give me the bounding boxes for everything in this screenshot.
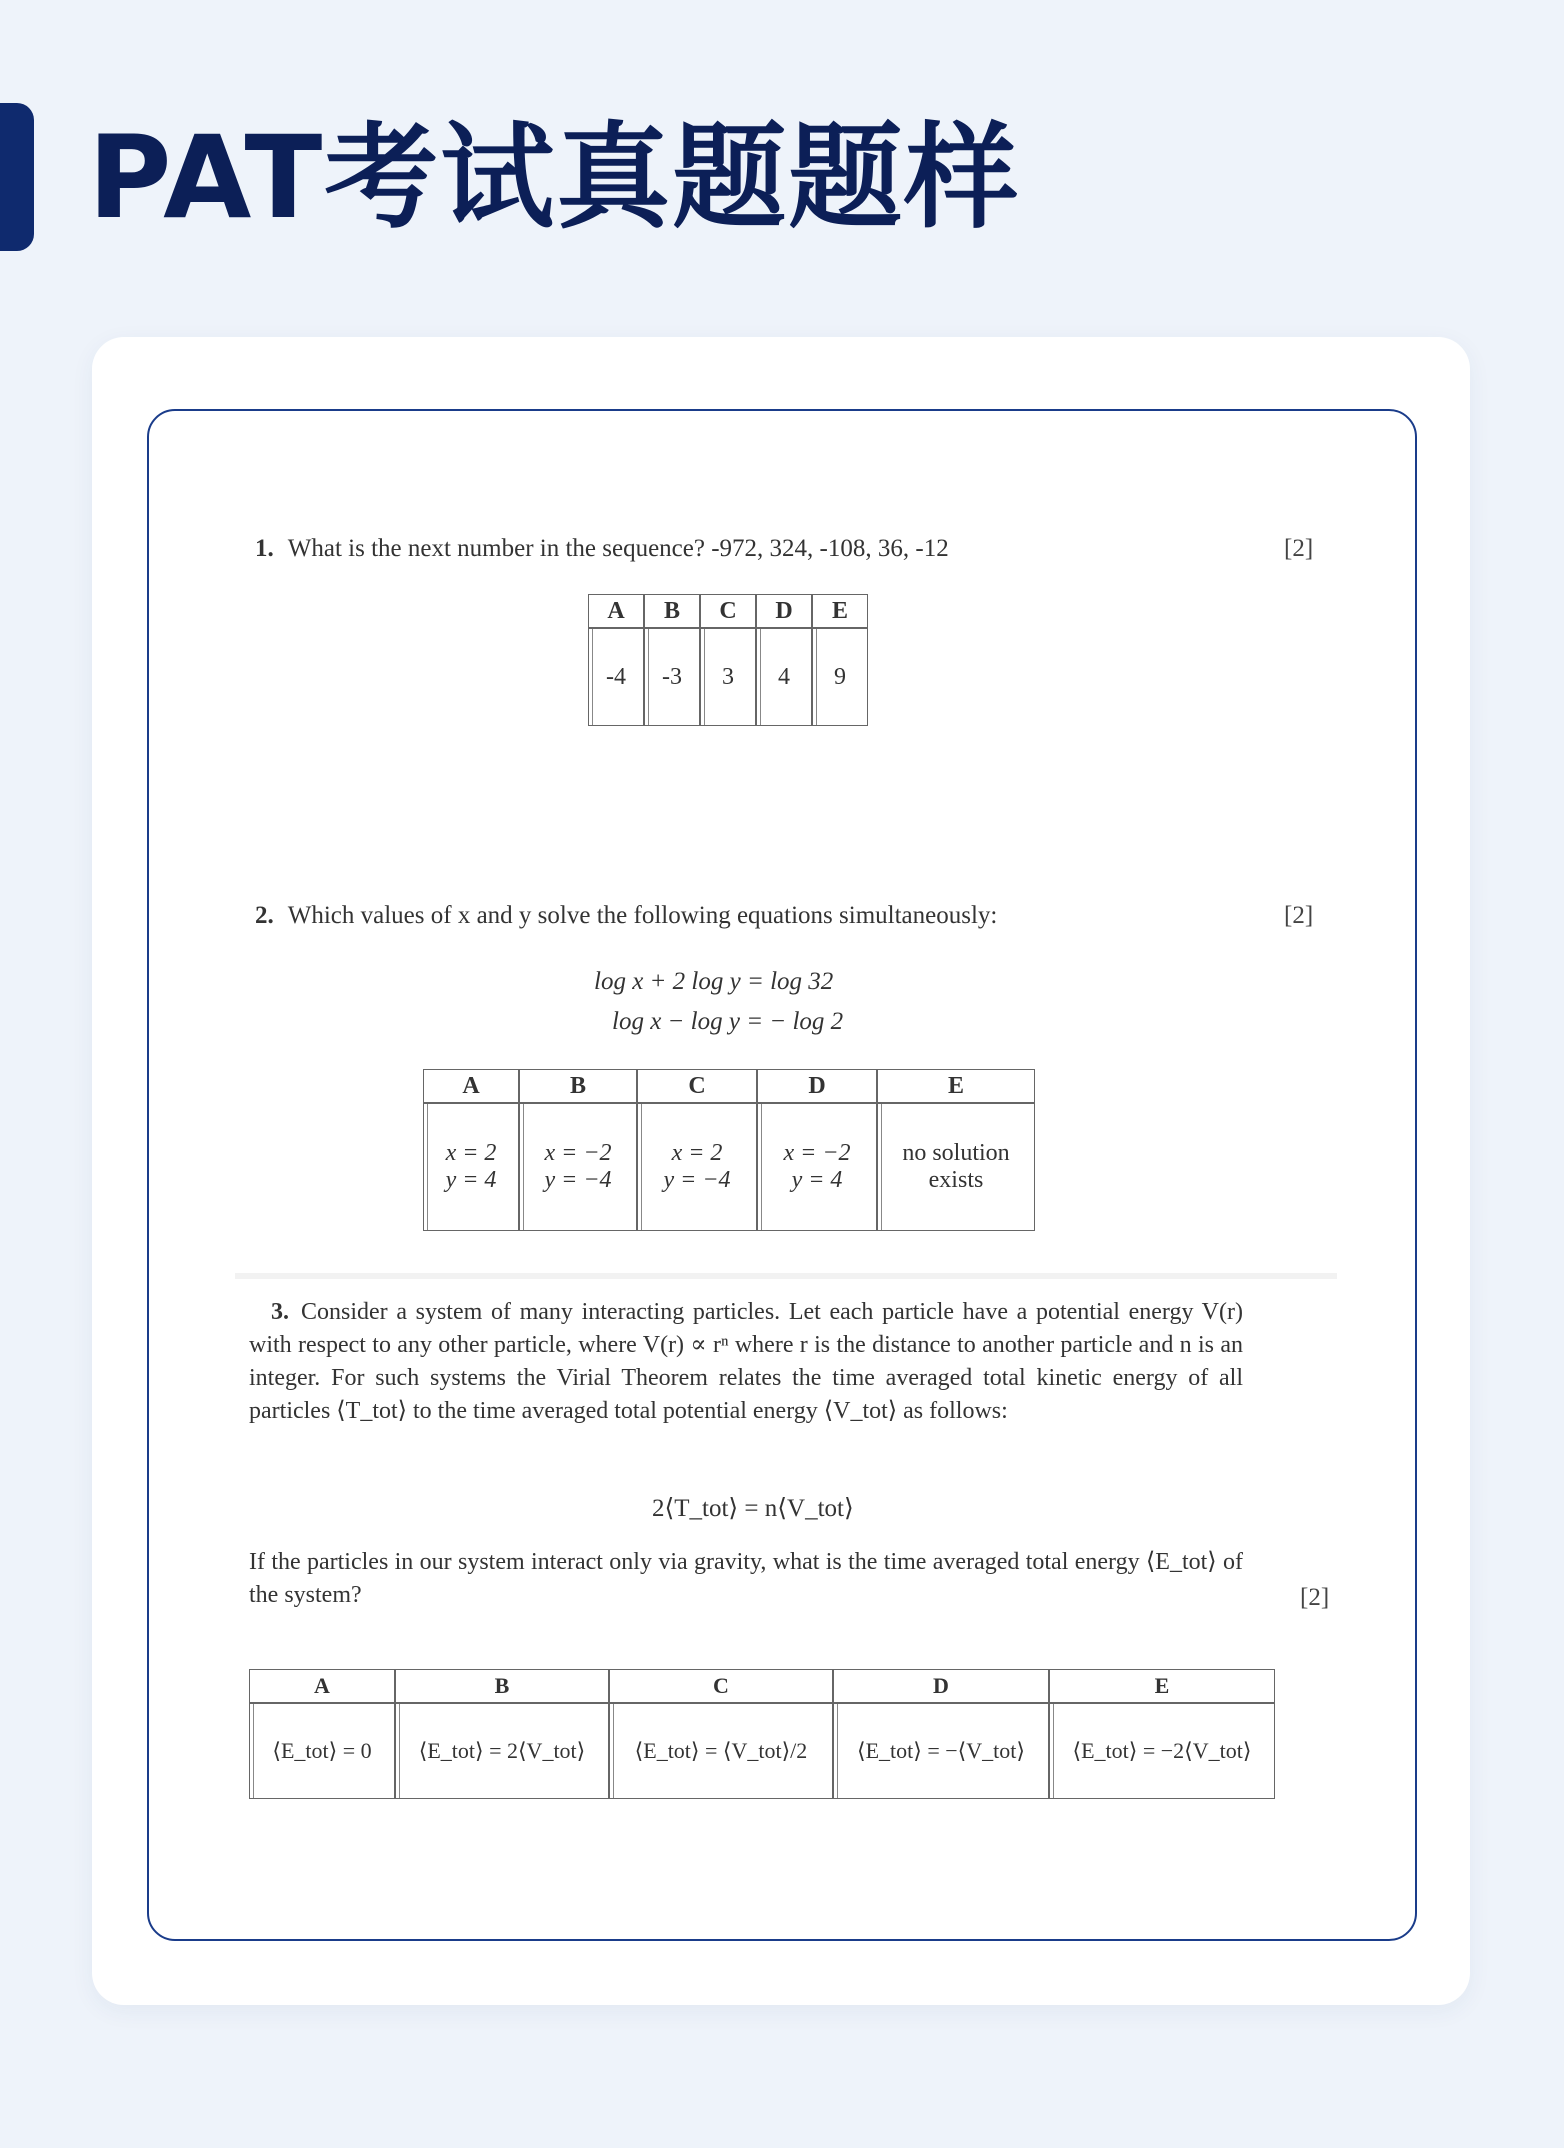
q2-option-e: E bbox=[877, 1069, 1035, 1103]
question-2-text: Which values of x and y solve the following equations simultaneously: bbox=[287, 902, 998, 929]
q2-answer-c-x: x = 2 bbox=[671, 1140, 723, 1166]
q1-answer-a: -4 bbox=[588, 628, 644, 726]
q3-option-a: A bbox=[249, 1669, 395, 1703]
question-3-prompt: If the particles in our system interact only via gravity, what is the time averaged total energy ⟨E_tot⟩ of the system? bbox=[249, 1549, 1243, 1608]
q2-answer-b-x: x = −2 bbox=[544, 1140, 612, 1166]
q2-option-c: C bbox=[637, 1069, 757, 1103]
question-3-marks: [2] bbox=[1300, 1584, 1330, 1611]
q1-option-b: B bbox=[644, 594, 700, 628]
question-2-marks: [2] bbox=[1284, 902, 1314, 929]
title-accent-bar bbox=[0, 103, 34, 251]
q1-answer-b: -3 bbox=[644, 628, 700, 726]
q3-option-b: B bbox=[395, 1669, 609, 1703]
q2-answer-d bbox=[757, 1103, 877, 1231]
q2-answer-b-y: y = −4 bbox=[544, 1167, 612, 1193]
q1-answer-c: 3 bbox=[700, 628, 756, 726]
q3-answer-d: ⟨E_tot⟩ = −⟨V_tot⟩ bbox=[833, 1703, 1049, 1799]
q1-option-e: E bbox=[812, 594, 868, 628]
question-3-equation: 2⟨T_tot⟩ = n⟨V_tot⟩ bbox=[652, 1495, 854, 1522]
q1-option-a: A bbox=[588, 594, 644, 628]
q2-option-a: A bbox=[423, 1069, 519, 1103]
question-1-answer-table bbox=[588, 594, 868, 726]
question-3-number: 3. bbox=[271, 1299, 289, 1325]
q3-answer-e: ⟨E_tot⟩ = −2⟨V_tot⟩ bbox=[1049, 1703, 1275, 1799]
question-3 bbox=[249, 1296, 1243, 1428]
question-1-text: What is the next number in the sequence? -972, 324, -108, 36, -12 bbox=[287, 535, 949, 562]
q3-option-c: C bbox=[609, 1669, 833, 1703]
question-2-number: 2. bbox=[255, 902, 274, 929]
q2-answer-d-y: y = 4 bbox=[791, 1167, 843, 1193]
q2-answer-c bbox=[637, 1103, 757, 1231]
q3-option-d: D bbox=[833, 1669, 1049, 1703]
q2-answer-a bbox=[423, 1103, 519, 1231]
q2-answer-b bbox=[519, 1103, 637, 1231]
question-1-number: 1. bbox=[255, 535, 274, 562]
question-2-equation-1: log x + 2 log y = log 32 bbox=[594, 968, 834, 995]
q2-answer-c-y: y = −4 bbox=[663, 1167, 731, 1193]
q2-answer-a-x: x = 2 bbox=[445, 1140, 497, 1166]
question-2-equation-2: log x − log y = − log 2 bbox=[612, 1008, 844, 1035]
q3-answer-c: ⟨E_tot⟩ = ⟨V_tot⟩/2 bbox=[609, 1703, 833, 1799]
q2-option-b: B bbox=[519, 1069, 637, 1103]
question-2-answer-table bbox=[423, 1069, 1035, 1231]
q2-answer-d-x: x = −2 bbox=[783, 1140, 851, 1166]
q2-answer-e-line-2: exists bbox=[928, 1167, 984, 1193]
question-3-answer-table bbox=[249, 1669, 1275, 1799]
q1-option-c: C bbox=[700, 594, 756, 628]
q3-answer-a: ⟨E_tot⟩ = 0 bbox=[249, 1703, 395, 1799]
q3-answer-b: ⟨E_tot⟩ = 2⟨V_tot⟩ bbox=[395, 1703, 609, 1799]
q1-answer-e: 9 bbox=[812, 628, 868, 726]
page-title: PAT考试真题题样 bbox=[88, 111, 1021, 244]
question-1-marks: [2] bbox=[1284, 535, 1314, 562]
q3-option-e: E bbox=[1049, 1669, 1275, 1703]
q2-answer-e bbox=[877, 1103, 1035, 1231]
question-1 bbox=[255, 535, 949, 563]
question-2 bbox=[255, 902, 997, 930]
q1-option-d: D bbox=[756, 594, 812, 628]
q1-answer-d: 4 bbox=[756, 628, 812, 726]
section-divider bbox=[235, 1273, 1337, 1279]
q2-option-d: D bbox=[757, 1069, 877, 1103]
q2-answer-a-y: y = 4 bbox=[445, 1167, 497, 1193]
q2-answer-e-line-1: no solution bbox=[902, 1140, 1010, 1166]
question-3-text: Consider a system of many interacting particles. Let each particle have a potential energy V(r) with respect to any other particle, where V(r) ∝ rⁿ where r is the distance to another particle and n is an integer. For such systems the Virial Theorem relates the time averaged total kinetic energy of all particles ⟨T_tot⟩ to the time averaged total potential energy ⟨V_tot⟩ as follows: bbox=[249, 1299, 1243, 1424]
